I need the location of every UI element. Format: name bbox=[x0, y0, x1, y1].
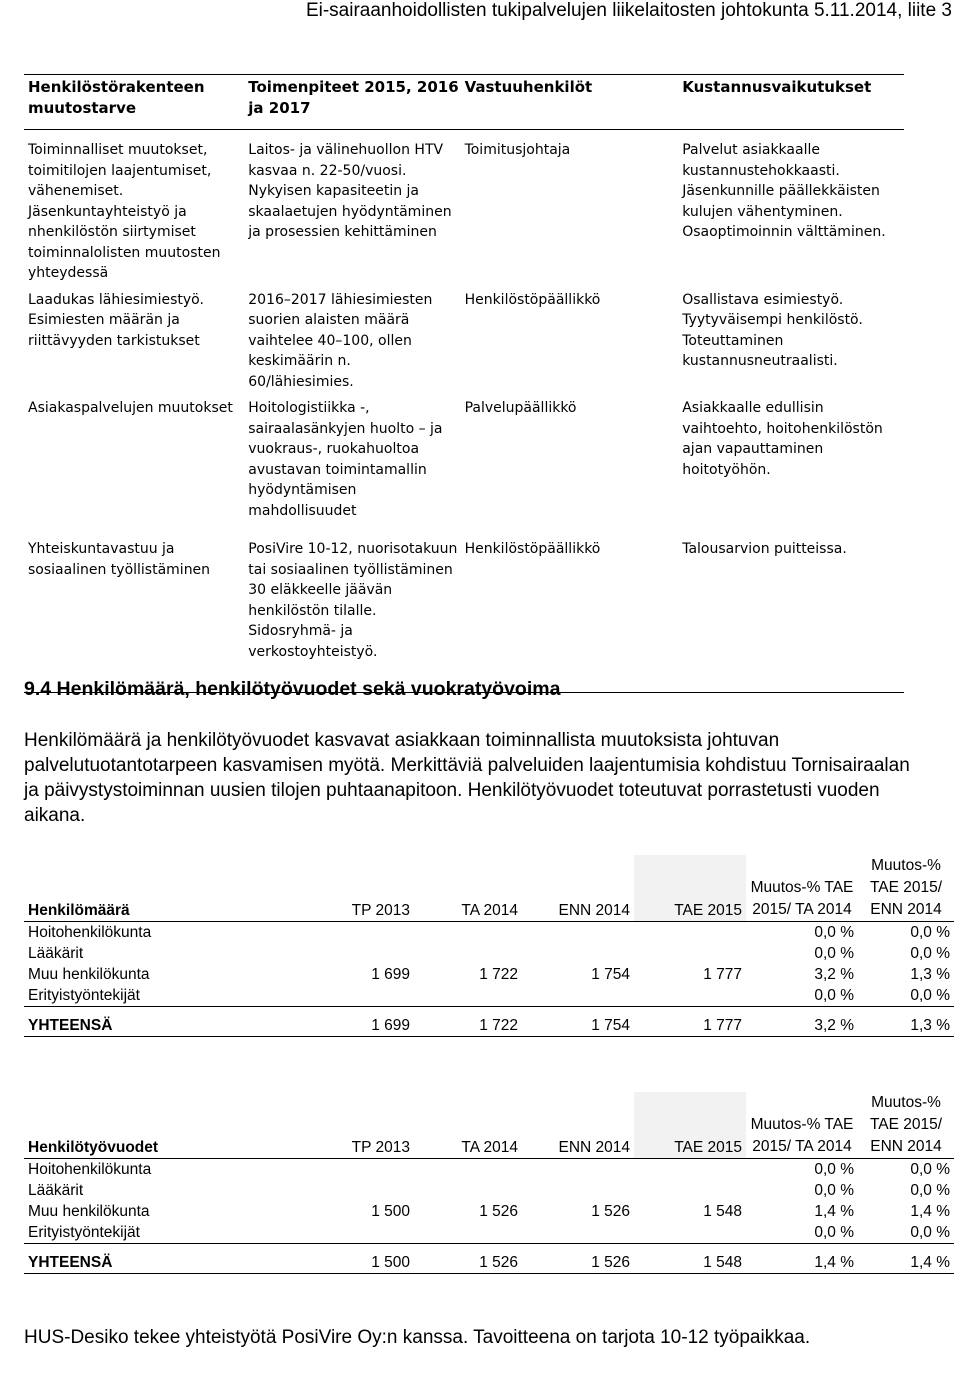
cell: 0,0 % bbox=[910, 1182, 950, 1199]
cell bbox=[214, 1222, 414, 1244]
measures-table bbox=[24, 74, 904, 693]
col-header-responsible: Vastuuhenkilöt bbox=[461, 75, 679, 130]
cell: 1 722 bbox=[479, 1017, 518, 1034]
section-title: 9.4 Henkilömäärä, henkilötyövuodet sekä vuokratyövoima bbox=[24, 678, 561, 700]
cell: 1 777 bbox=[703, 1017, 742, 1034]
cell: 0,0 % bbox=[910, 1224, 950, 1241]
cell-actions: Laitos- ja välinehuollon HTV kasvaa n. 22-50/vuosi. Nykyisen kapasiteetin ja skaalaetujen hyödyntäminen ja prosessien kehittäminen bbox=[248, 142, 452, 240]
total-row bbox=[24, 1252, 954, 1274]
personyears-table bbox=[24, 1092, 954, 1274]
cell-cost: Talousarvion puitteissa. bbox=[678, 525, 904, 693]
cell-responsible: Henkilöstöpäällikkö bbox=[464, 291, 601, 308]
cell bbox=[214, 943, 414, 964]
col-header: TP 2013 bbox=[351, 902, 410, 919]
cell-responsible: Toimitusjohtaja bbox=[464, 142, 571, 158]
cell bbox=[634, 1180, 746, 1201]
measures-header-row bbox=[24, 75, 904, 130]
cell: 0,0 % bbox=[814, 1182, 854, 1199]
cell bbox=[414, 985, 522, 1007]
row-label: YHTEENSÄ bbox=[28, 1017, 113, 1034]
cell bbox=[522, 985, 634, 1007]
table-row bbox=[24, 1159, 954, 1181]
cell: 0,0 % bbox=[814, 1224, 854, 1241]
col-header: Muutos-% TAE 2015/ ENN 2014 bbox=[869, 1094, 943, 1155]
cell: 0,0 % bbox=[814, 945, 854, 962]
cell: 0,0 % bbox=[910, 987, 950, 1004]
cell bbox=[634, 1222, 746, 1244]
cell: 3,2 % bbox=[814, 966, 854, 983]
cell: 1,3 % bbox=[910, 966, 950, 983]
cell bbox=[214, 1180, 414, 1201]
cell: 1 526 bbox=[591, 1203, 630, 1220]
cell-need: Toiminnalliset muutokset, toimitilojen laajentumiset, vähenemiset. Jäsenkuntayhteistyö ja nhenkilöstön siirtymiset toiminnalolisten muutosten yhteydessä bbox=[28, 142, 221, 281]
headcount-header-row bbox=[24, 855, 954, 922]
table-row bbox=[24, 985, 954, 1007]
cell: 1 754 bbox=[591, 966, 630, 983]
cell: 1 500 bbox=[371, 1203, 410, 1220]
row-label: Hoitohenkilökunta bbox=[28, 924, 152, 941]
cell: 1 548 bbox=[703, 1254, 742, 1271]
cell: 0,0 % bbox=[814, 1161, 854, 1178]
col-header-actions: Toimenpiteet 2015, 2016 ja 2017 bbox=[244, 75, 460, 130]
col-header-need: Henkilöstörakenteen muutostarve bbox=[24, 75, 244, 130]
cell bbox=[522, 922, 634, 944]
cell bbox=[634, 922, 746, 944]
col-header: Muutos-% TAE 2015/ TA 2014 bbox=[750, 879, 854, 918]
body-paragraph: Henkilömäärä ja henkilötyövuodet kasvavat asiakkaan toiminnallista muutoksista johtuvan palvelutuotantotarpeen kasvamisen myötä. Merkittäviä palveluiden laajentumisia kohdistuu Tornisairaalan ja päivystystoiminnan uusien tilojen puhtaanapitoon. Henkilötyövuodet toteutuvat porrastetusti vuoden aikana. bbox=[24, 730, 910, 826]
table-row bbox=[24, 1201, 954, 1222]
cell: 1 722 bbox=[479, 966, 518, 983]
cell-actions: PosiVire 10-12, nuorisotakuun tai sosiaalinen työllistäminen 30 eläkkeelle jäävän henkilöstön tilalle. Sidosryhmä- ja verkostoyhteistyö. bbox=[244, 525, 460, 693]
cell bbox=[522, 1159, 634, 1181]
cell: 1,4 % bbox=[910, 1203, 950, 1220]
col-header: TP 2013 bbox=[351, 1139, 410, 1156]
table-row bbox=[24, 1222, 954, 1244]
col-header: Muutos-% TAE 2015/ ENN 2014 bbox=[869, 857, 943, 918]
table-row bbox=[24, 964, 954, 985]
cell bbox=[634, 943, 746, 964]
cell: 3,2 % bbox=[814, 1017, 854, 1034]
table-row bbox=[24, 922, 954, 944]
cell bbox=[414, 922, 522, 944]
cell-actions: 2016–2017 lähiesimiesten suorien alaisten määrä vaihtelee 40–100, ollen keskimäärin n. 60/lähiesimies. bbox=[248, 291, 433, 390]
cell: 0,0 % bbox=[910, 924, 950, 941]
col-header-cost: Kustannusvaikutukset bbox=[678, 75, 904, 130]
cell: 1,4 % bbox=[814, 1203, 854, 1220]
col-header: Muutos-% TAE 2015/ TA 2014 bbox=[750, 1116, 854, 1155]
cell: 1 699 bbox=[371, 1017, 410, 1034]
table-row bbox=[24, 1180, 954, 1201]
cell-need: Yhteiskuntavastuu ja sosiaalinen työllistäminen bbox=[24, 525, 244, 693]
table-row bbox=[24, 943, 954, 964]
footnote: HUS-Desiko tekee yhteistyötä PosiVire Oy:n kanssa. Tavoitteena on tarjota 10-12 työpaikkaa. bbox=[24, 1327, 811, 1348]
table-title: Henkilömäärä bbox=[28, 902, 130, 919]
row-label: Lääkärit bbox=[28, 1182, 84, 1199]
cell bbox=[522, 943, 634, 964]
col-header: TA 2014 bbox=[461, 1139, 518, 1156]
cell: 1 526 bbox=[591, 1254, 630, 1271]
cell bbox=[214, 985, 414, 1007]
cell: 1 754 bbox=[591, 1017, 630, 1034]
headcount-table bbox=[24, 855, 954, 1037]
cell: 0,0 % bbox=[910, 945, 950, 962]
cell-actions: Hoitologistiikka -, sairaalasänkyjen huolto – ja vuokraus-, ruokahuoltoa avustavan toimintamallin hyödyntämisen mahdollisuudet bbox=[248, 400, 443, 519]
cell bbox=[634, 985, 746, 1007]
row-label: Hoitohenkilökunta bbox=[28, 1161, 152, 1178]
cell bbox=[634, 1159, 746, 1181]
cell: 1 500 bbox=[371, 1254, 410, 1271]
cell-cost: Palvelut asiakkaalle kustannustehokkaasti. Jäsenkunnille päällekkäisten kulujen vähentyminen. Osaoptimoinnin välttäminen. bbox=[682, 142, 886, 240]
cell: 0,0 % bbox=[814, 924, 854, 941]
cell bbox=[214, 1159, 414, 1181]
cell bbox=[414, 1222, 522, 1244]
cell: 0,0 % bbox=[814, 987, 854, 1004]
col-header: TA 2014 bbox=[461, 902, 518, 919]
measures-row bbox=[24, 525, 904, 693]
cell bbox=[214, 922, 414, 944]
cell-responsible: Henkilöstöpäällikkö bbox=[461, 525, 679, 693]
row-label: YHTEENSÄ bbox=[28, 1254, 113, 1271]
cell-cost: Asiakkaalle edullisin vaihtoehto, hoitohenkilöstön ajan vapauttaminen hoitotyöhön. bbox=[682, 400, 883, 478]
row-label: Erityistyöntekijät bbox=[28, 1224, 140, 1241]
measures-row bbox=[24, 288, 904, 397]
row-label: Muu henkilökunta bbox=[28, 1203, 150, 1220]
cell-need: Laadukas lähiesimiestyö. Esimiesten määrän ja riittävyyden tarkistukset bbox=[28, 291, 204, 349]
cell bbox=[522, 1222, 634, 1244]
cell-need: Asiakaspalvelujen muutokset bbox=[28, 400, 233, 416]
col-header: TAE 2015 bbox=[634, 855, 746, 922]
page-header: Ei-sairaanhoidollisten tukipalvelujen liikelaitosten johtokunta 5.11.2014, liite 3 bbox=[305, 0, 952, 21]
row-label: Erityistyöntekijät bbox=[28, 987, 140, 1004]
cell: 0,0 % bbox=[910, 1161, 950, 1178]
cell: 1,4 % bbox=[814, 1254, 854, 1271]
cell: 1 526 bbox=[479, 1203, 518, 1220]
cell: 1,3 % bbox=[910, 1017, 950, 1034]
cell: 1 526 bbox=[479, 1254, 518, 1271]
personyears-header-row bbox=[24, 1092, 954, 1159]
total-row bbox=[24, 1015, 954, 1037]
cell: 1 548 bbox=[703, 1203, 742, 1220]
measures-row bbox=[24, 138, 904, 288]
cell-responsible: Palvelupäällikkö bbox=[464, 400, 577, 416]
row-label: Lääkärit bbox=[28, 945, 84, 962]
row-label: Muu henkilökunta bbox=[28, 966, 150, 983]
col-header: ENN 2014 bbox=[558, 902, 630, 919]
cell bbox=[414, 943, 522, 964]
cell: 1 777 bbox=[703, 966, 742, 983]
table-title: Henkilötyövuodet bbox=[28, 1139, 159, 1156]
col-header: ENN 2014 bbox=[558, 1139, 630, 1156]
cell: 1 699 bbox=[371, 966, 410, 983]
cell bbox=[414, 1159, 522, 1181]
cell bbox=[414, 1180, 522, 1201]
measures-row bbox=[24, 396, 904, 525]
cell: 1,4 % bbox=[910, 1254, 950, 1271]
cell bbox=[522, 1180, 634, 1201]
cell-cost: Osallistava esimiestyö. Tyytyväisempi henkilöstö. Toteuttaminen kustannusneutraalisti. bbox=[682, 291, 863, 369]
col-header: TAE 2015 bbox=[634, 1092, 746, 1159]
